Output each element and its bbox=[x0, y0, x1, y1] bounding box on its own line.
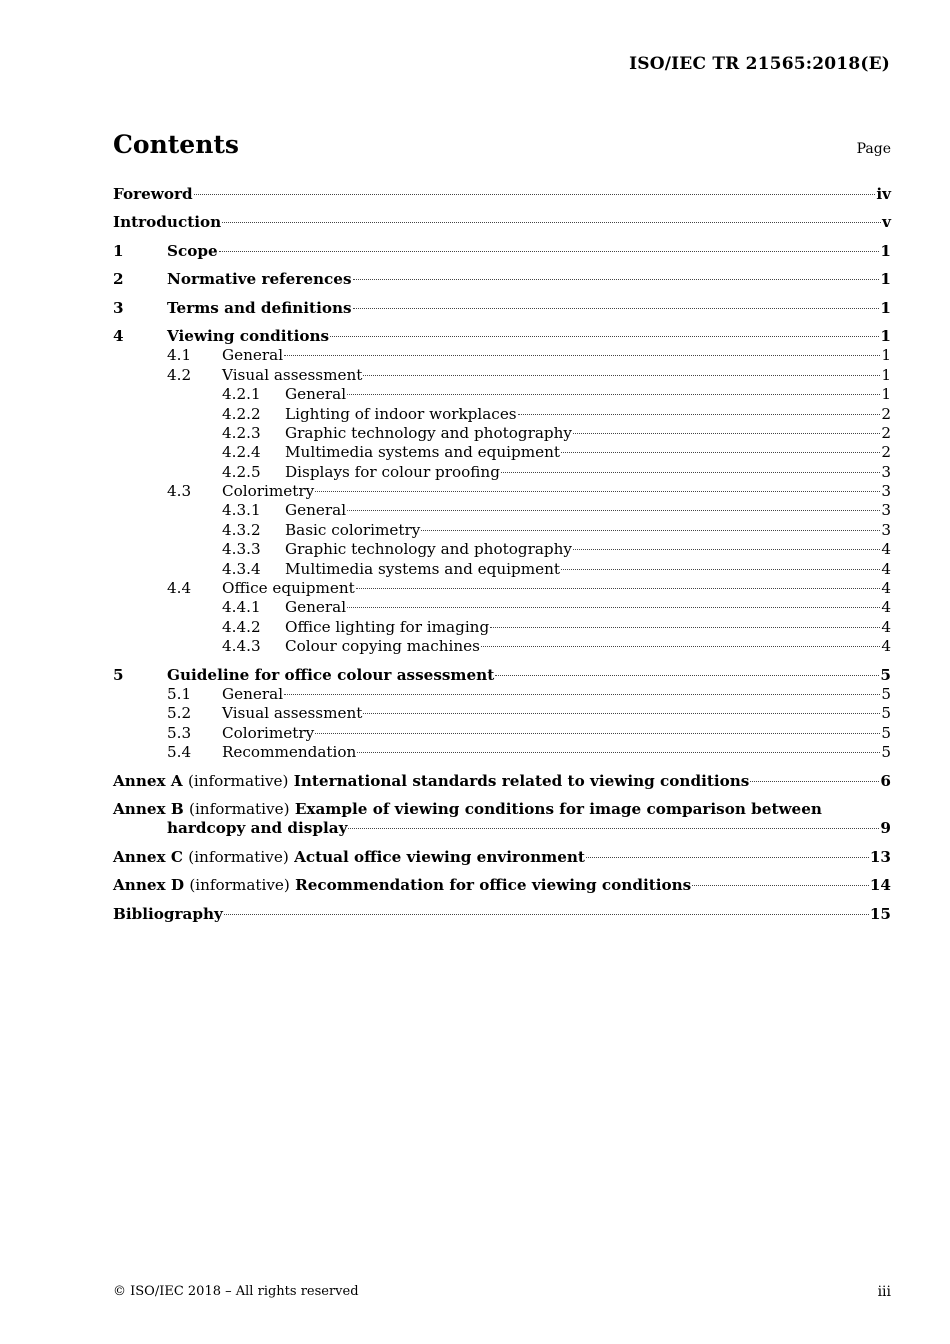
leader-dots bbox=[573, 433, 880, 434]
toc-entry-page: 1 bbox=[881, 385, 891, 404]
toc-entry-text: Graphic technology and photography bbox=[285, 423, 572, 442]
toc-entry-number: 4.3.3 bbox=[222, 540, 261, 559]
page-column-label: Page bbox=[856, 141, 891, 157]
toc-entry-page: 5 bbox=[881, 723, 891, 742]
toc-entry-text: Displays for colour proofing bbox=[285, 462, 500, 481]
toc-entry-4-3[interactable] bbox=[113, 482, 891, 501]
toc-entry-page: 3 bbox=[881, 520, 891, 539]
toc-entry-page: 15 bbox=[869, 904, 891, 923]
toc-entry-number: 4.2 bbox=[167, 365, 192, 384]
leader-dots bbox=[561, 569, 880, 570]
leader-dots bbox=[363, 375, 880, 376]
toc-entry-number: 2 bbox=[113, 270, 124, 289]
toc-entry-text: Foreword bbox=[113, 185, 193, 203]
annex-type: (informative) bbox=[189, 876, 290, 895]
leader-dots bbox=[315, 491, 880, 492]
toc-entry-text: General bbox=[222, 346, 284, 365]
toc-entry-text: General bbox=[285, 598, 347, 617]
toc-entry-page: 1 bbox=[880, 241, 891, 260]
toc-entry-text: Terms and definitions bbox=[167, 298, 352, 317]
toc-entry-4-2-1[interactable] bbox=[113, 385, 891, 404]
annex-title: International standards related to viewing conditions bbox=[293, 771, 750, 790]
toc-entry-text: Office equipment bbox=[222, 579, 355, 598]
toc-entry-number: 4 bbox=[113, 326, 124, 345]
toc-entry-text: General bbox=[222, 684, 284, 703]
toc-entry-text: Scope bbox=[167, 241, 218, 260]
toc-entry-text: Recommendation bbox=[222, 743, 357, 762]
leader-dots bbox=[284, 355, 880, 356]
toc-entry-page: 5 bbox=[881, 704, 891, 723]
annex-label: Annex A bbox=[113, 771, 183, 790]
toc-entry-4-2-4[interactable] bbox=[113, 443, 891, 462]
toc-entry-page: 5 bbox=[880, 665, 891, 684]
leader-dots bbox=[357, 752, 880, 753]
annex-label: Annex D bbox=[113, 876, 185, 895]
toc-entry-scope[interactable] bbox=[113, 242, 891, 261]
toc-entry-5-1[interactable] bbox=[113, 685, 891, 704]
leader-dots bbox=[421, 530, 880, 531]
leader-dots bbox=[586, 857, 869, 858]
annex-label: Annex C bbox=[113, 847, 183, 866]
table-of-contents bbox=[113, 185, 891, 924]
toc-entry-5-4[interactable] bbox=[113, 743, 891, 762]
toc-entry-text: Visual assessment bbox=[222, 704, 363, 723]
toc-entry-page: 3 bbox=[881, 482, 891, 501]
toc-entry-number: 5.1 bbox=[167, 684, 192, 703]
contents-header bbox=[113, 130, 891, 159]
leader-dots bbox=[353, 279, 880, 280]
toc-entry-text: Lighting of indoor workplaces bbox=[285, 404, 517, 423]
toc-entry-number: 3 bbox=[113, 298, 124, 317]
toc-entry-page: 1 bbox=[880, 326, 891, 345]
toc-entry-number: 4.2.4 bbox=[222, 443, 261, 462]
annex-type: (informative) bbox=[187, 771, 289, 790]
toc-entry-number: 5.4 bbox=[167, 743, 192, 762]
toc-entry-4-3-4[interactable] bbox=[113, 560, 891, 579]
toc-entry-page: 4 bbox=[881, 559, 891, 578]
toc-entry-number: 1 bbox=[113, 241, 124, 260]
page-footer bbox=[113, 1284, 891, 1300]
page-number: iii bbox=[877, 1284, 891, 1300]
leader-dots bbox=[501, 472, 880, 473]
toc-entry-page: 5 bbox=[881, 743, 891, 762]
annex-type: (informative) bbox=[189, 799, 290, 818]
leader-dots bbox=[194, 194, 876, 195]
toc-entry-4-4[interactable] bbox=[113, 579, 891, 598]
toc-entry-text: Basic colorimetry bbox=[285, 520, 421, 539]
leader-dots bbox=[347, 607, 880, 608]
toc-entry-text: Graphic technology and photography bbox=[285, 540, 572, 559]
toc-entry-annex-a[interactable] bbox=[113, 772, 891, 791]
toc-entry-page: 4 bbox=[881, 617, 891, 636]
toc-entry-4-3-3[interactable] bbox=[113, 540, 891, 559]
page-title: Contents bbox=[113, 130, 240, 159]
toc-entry-annex-d[interactable] bbox=[113, 876, 891, 895]
leader-dots bbox=[490, 627, 880, 628]
toc-entry-4-4-2[interactable] bbox=[113, 618, 891, 637]
leader-dots bbox=[353, 308, 880, 309]
toc-entry-introduction[interactable] bbox=[113, 213, 891, 232]
toc-entry-5-2[interactable] bbox=[113, 704, 891, 723]
toc-entry-bibliography[interactable] bbox=[113, 905, 891, 924]
copyright-notice: © ISO/IEC 2018 – All rights reserved bbox=[113, 1284, 359, 1299]
toc-entry-number: 4.3.1 bbox=[222, 501, 261, 520]
toc-entry-page: 1 bbox=[881, 365, 891, 384]
toc-entry-text: General bbox=[285, 385, 347, 404]
toc-entry-page: 4 bbox=[881, 579, 891, 598]
toc-entry-5-3[interactable] bbox=[113, 724, 891, 743]
annex-title-line1: Example of viewing conditions for image comparison between bbox=[294, 799, 822, 818]
toc-entry-page: 1 bbox=[880, 270, 891, 289]
toc-entry-number: 4.2.5 bbox=[222, 462, 261, 481]
toc-entry-annex-b[interactable] bbox=[113, 800, 891, 839]
leader-dots bbox=[219, 251, 880, 252]
toc-entry-number: 5.3 bbox=[167, 723, 192, 742]
toc-entry-text: Bibliography bbox=[113, 904, 223, 923]
toc-entry-4-4-3[interactable] bbox=[113, 637, 891, 656]
leader-dots bbox=[750, 781, 879, 782]
toc-entry-number: 4.3.2 bbox=[222, 520, 261, 539]
leader-dots bbox=[561, 452, 880, 453]
leader-dots bbox=[315, 733, 880, 734]
toc-entry-4-3-2[interactable] bbox=[113, 521, 891, 540]
toc-entry-page: 4 bbox=[881, 540, 891, 559]
toc-entry-number: 4.2.2 bbox=[222, 404, 261, 423]
toc-entry-normative-references[interactable] bbox=[113, 270, 891, 289]
toc-entry-text: Colour copying machines bbox=[285, 637, 480, 656]
leader-dots bbox=[518, 414, 881, 415]
toc-entry-4-4-1[interactable] bbox=[113, 598, 891, 617]
toc-entry-text: Multimedia systems and equipment bbox=[285, 559, 561, 578]
toc-entry-text: Introduction bbox=[113, 213, 222, 232]
toc-entry-page: 4 bbox=[881, 598, 891, 617]
toc-entry-text: Office lighting for imaging bbox=[285, 617, 490, 636]
toc-entry-4-2[interactable] bbox=[113, 366, 891, 385]
toc-entry-text: Viewing conditions bbox=[167, 326, 330, 345]
toc-entry-terms-and-definitions[interactable] bbox=[113, 299, 891, 318]
toc-entry-foreword[interactable] bbox=[113, 185, 891, 204]
leader-dots bbox=[347, 394, 880, 395]
toc-entry-page: 2 bbox=[881, 404, 891, 423]
toc-entry-4-3-1[interactable] bbox=[113, 501, 891, 520]
toc-entry-annex-c[interactable] bbox=[113, 848, 891, 867]
leader-dots bbox=[481, 646, 880, 647]
leader-dots bbox=[573, 549, 880, 550]
leader-dots bbox=[222, 222, 881, 223]
toc-entry-4-2-5[interactable] bbox=[113, 463, 891, 482]
toc-entry-text: Visual assessment bbox=[222, 365, 363, 384]
toc-entry-text: Guideline for office colour assessment bbox=[167, 665, 495, 684]
toc-entry-page: 6 bbox=[880, 771, 891, 790]
toc-entry-page: 13 bbox=[869, 847, 891, 866]
toc-entry-page: 5 bbox=[881, 684, 891, 703]
annex-title: Recommendation for office viewing conditions bbox=[295, 876, 692, 895]
leader-dots bbox=[224, 914, 869, 915]
toc-entry-number: 4.4.3 bbox=[222, 637, 261, 656]
toc-entry-number: 4.4.1 bbox=[222, 598, 261, 617]
annex-title-line2: hardcopy and display bbox=[167, 819, 348, 838]
toc-entry-number: 4.4.2 bbox=[222, 617, 261, 636]
toc-entry-text: Multimedia systems and equipment bbox=[285, 443, 561, 462]
toc-entry-guideline[interactable] bbox=[113, 666, 891, 685]
leader-dots bbox=[692, 885, 869, 886]
toc-entry-text: Normative references bbox=[167, 270, 352, 289]
annex-label: Annex B bbox=[113, 799, 184, 818]
toc-entry-number: 4.2.3 bbox=[222, 423, 261, 442]
toc-entry-page: 4 bbox=[881, 637, 891, 656]
leader-dots bbox=[356, 588, 881, 589]
toc-entry-page: 3 bbox=[881, 462, 891, 481]
toc-entry-4-2-2[interactable] bbox=[113, 405, 891, 424]
leader-dots bbox=[347, 510, 880, 511]
document-id: ISO/IEC TR 21565:2018(E) bbox=[629, 54, 890, 74]
toc-entry-page: v bbox=[882, 213, 891, 232]
leader-dots bbox=[284, 694, 880, 695]
toc-entry-page: 1 bbox=[881, 346, 891, 365]
toc-entry-4-1[interactable] bbox=[113, 346, 891, 365]
toc-entry-number: 4.3.4 bbox=[222, 559, 261, 578]
toc-entry-page: 14 bbox=[869, 876, 891, 895]
toc-entry-number: 5.2 bbox=[167, 704, 192, 723]
toc-entry-text: Colorimetry bbox=[222, 723, 315, 742]
toc-entry-number: 4.3 bbox=[167, 482, 192, 501]
toc-entry-text: Colorimetry bbox=[222, 482, 315, 501]
toc-entry-number: 4.4 bbox=[167, 579, 192, 598]
annex-title: Actual office viewing environment bbox=[294, 847, 585, 866]
toc-entry-4-2-3[interactable] bbox=[113, 424, 891, 443]
toc-entry-page: 1 bbox=[880, 298, 891, 317]
toc-entry-page: 9 bbox=[880, 819, 891, 838]
toc-entry-page: 2 bbox=[881, 423, 891, 442]
toc-entry-page: 2 bbox=[881, 443, 891, 462]
toc-entry-number: 4.2.1 bbox=[222, 385, 261, 404]
leader-dots bbox=[330, 336, 879, 337]
toc-entry-page: 3 bbox=[881, 501, 891, 520]
toc-entry-number: 5 bbox=[113, 665, 124, 684]
toc-entry-number: 4.1 bbox=[167, 346, 192, 365]
toc-entry-viewing-conditions[interactable] bbox=[113, 327, 891, 346]
annex-type: (informative) bbox=[188, 847, 289, 866]
toc-entry-text: General bbox=[285, 501, 347, 520]
leader-dots bbox=[348, 828, 879, 829]
toc-entry-page: iv bbox=[876, 185, 891, 203]
leader-dots bbox=[363, 713, 880, 714]
leader-dots bbox=[495, 675, 879, 676]
